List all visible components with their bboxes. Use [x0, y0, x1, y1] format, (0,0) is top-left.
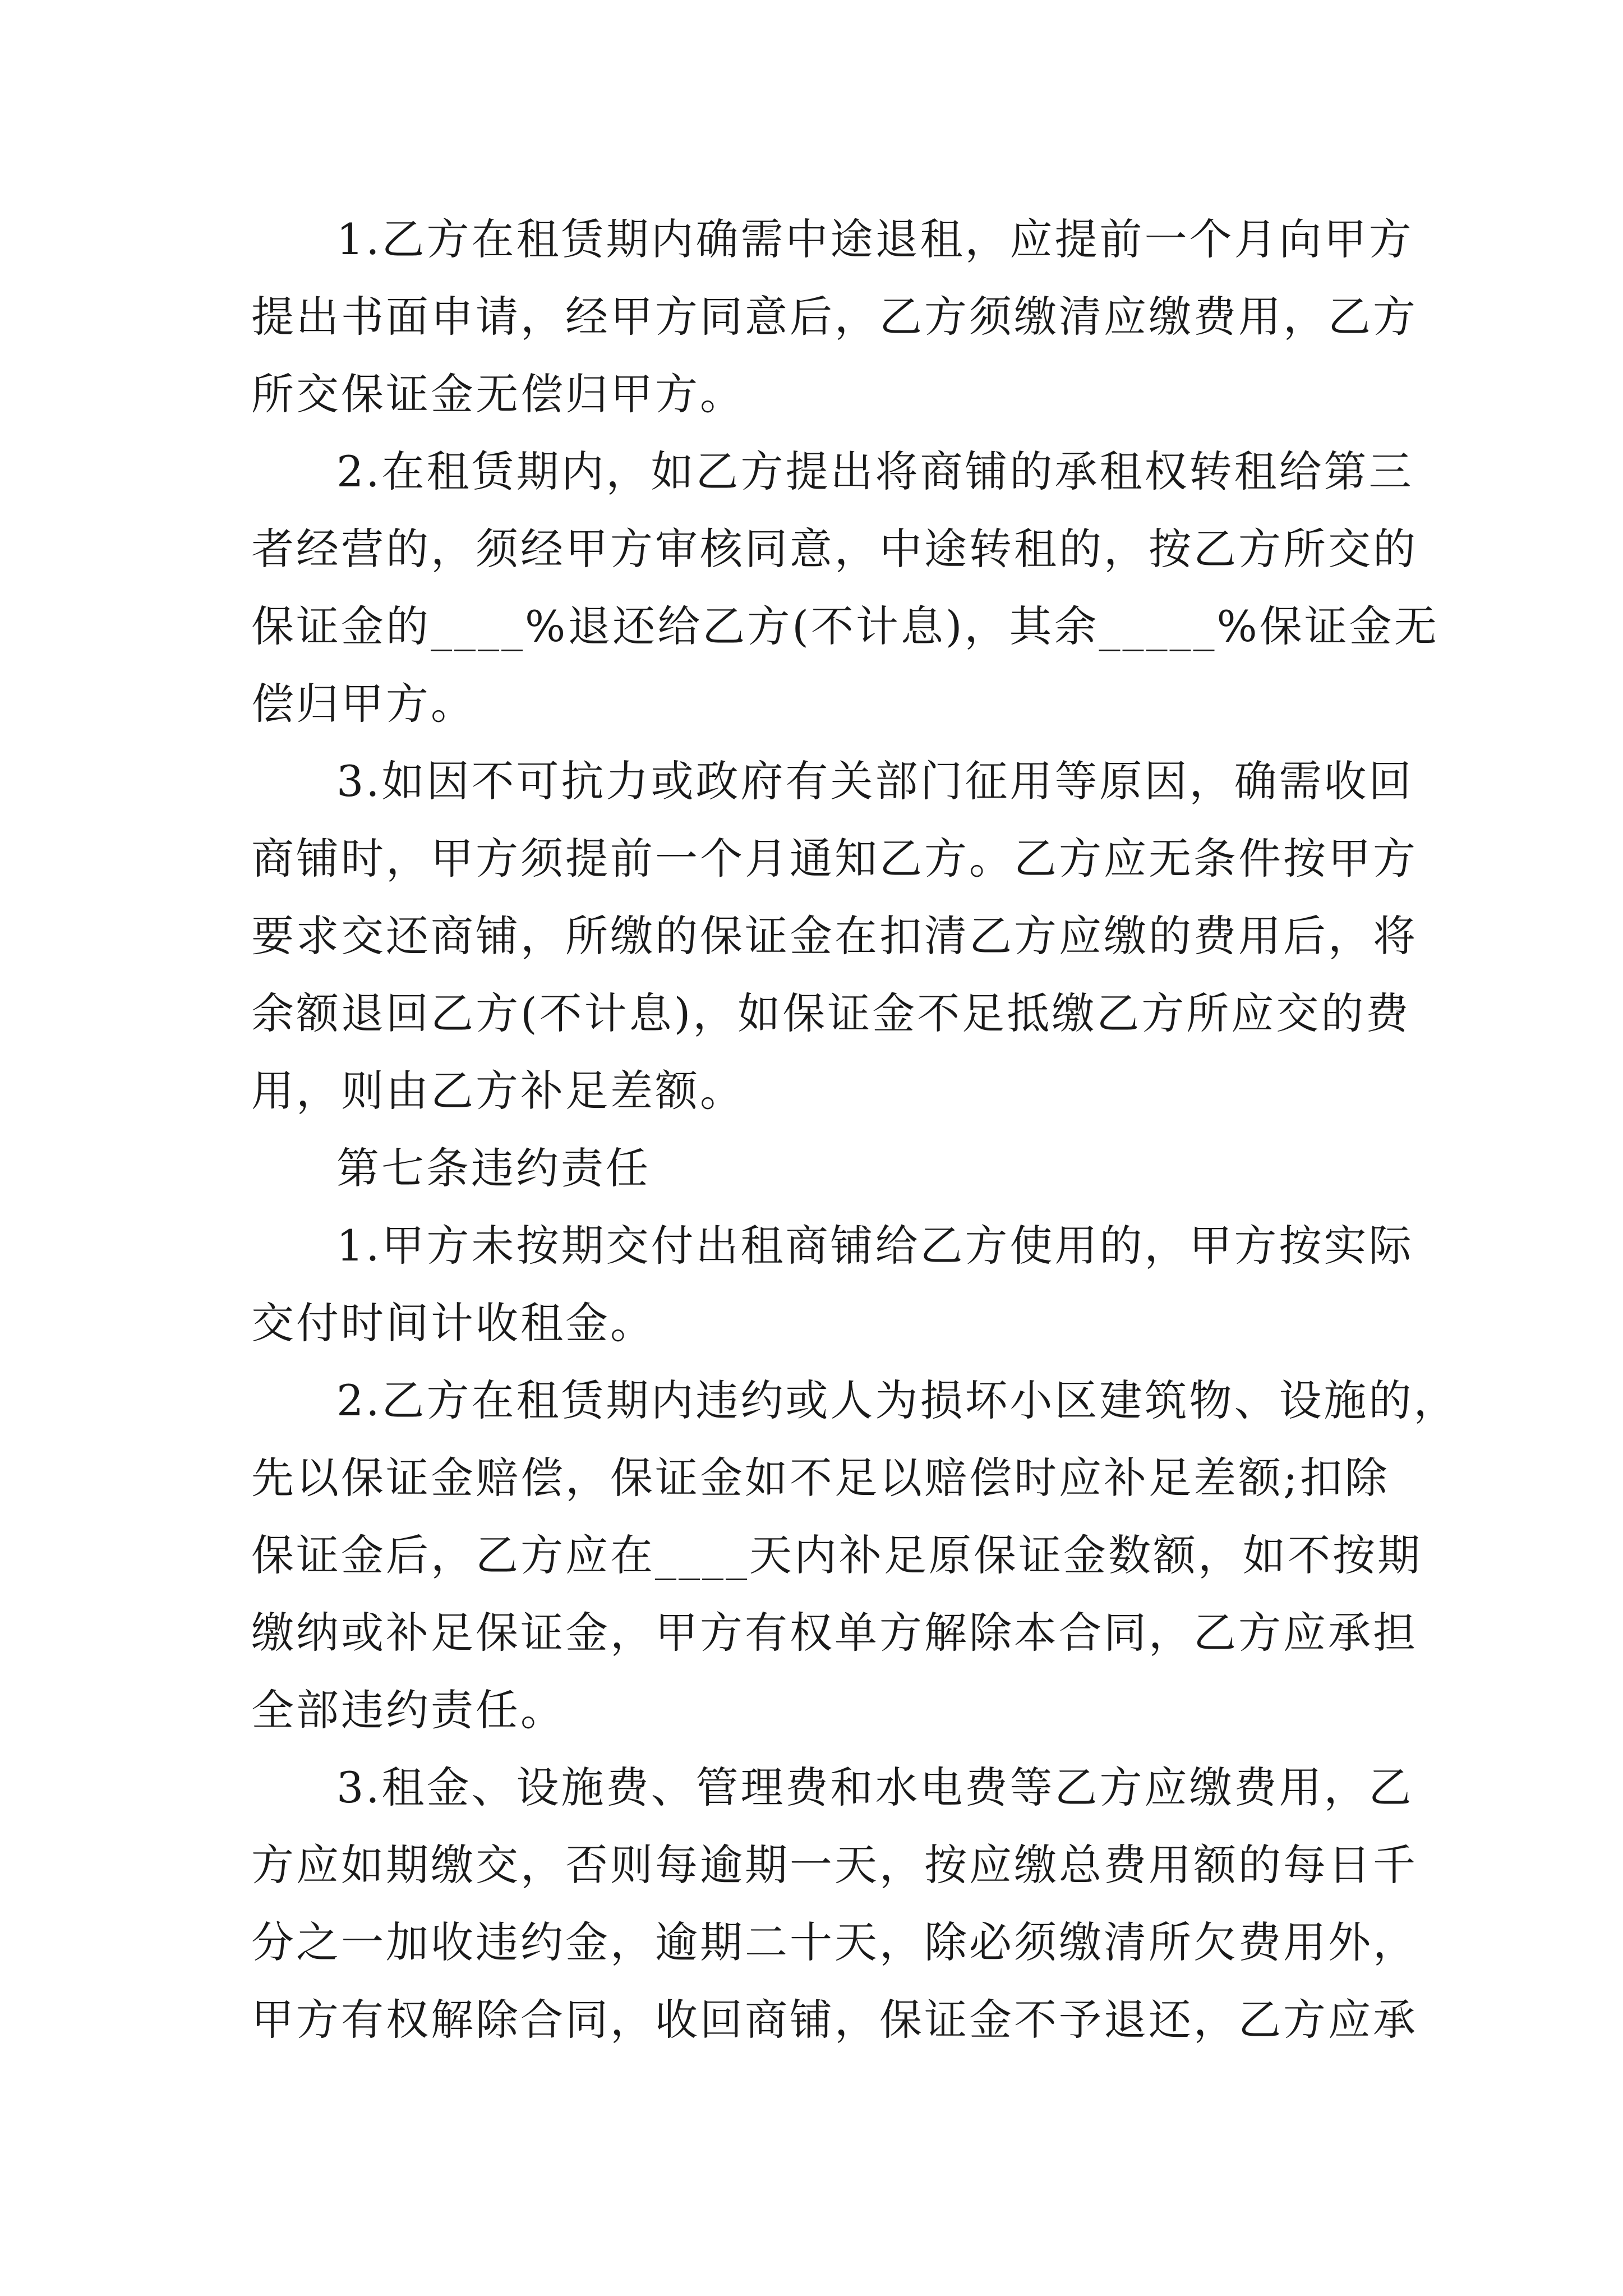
text-line: 3.如因不可抗力或政府有关部门征用等原因，确需收回 — [336, 756, 1414, 806]
text-line: 商铺时，甲方须提前一个月通知乙方。乙方应无条件按甲方 — [251, 834, 1418, 884]
text-line: 余额退回乙方(不计息)，如保证金不足抵缴乙方所应交的费 — [251, 988, 1411, 1038]
text-line: 先以保证金赔偿，保证金如不足以赔偿时应补足差额;扣除 — [251, 1453, 1390, 1503]
text-line: 2.在租赁期内，如乙方提出将商铺的承租权转租给第三 — [336, 447, 1414, 496]
text-line: 1.乙方在租赁期内确需中途退租，应提前一个月向甲方 — [336, 214, 1414, 264]
text-line: 保证金的____%退还给乙方(不计息)，其余_____%保证金无 — [251, 601, 1439, 651]
text-line: 2.乙方在租赁期内违约或人为损坏小区建筑物、设施的， — [336, 1375, 1459, 1425]
text-line: 者经营的，须经甲方审核同意，中途转租的，按乙方所交的 — [251, 524, 1418, 574]
text-line: 要求交还商铺，所缴的保证金在扣清乙方应缴的费用后，将 — [251, 911, 1418, 961]
text-line: 保证金后，乙方应在____天内补足原保证金数额，如不按期 — [251, 1530, 1422, 1580]
section-heading: 第七条违约责任 — [336, 1143, 651, 1193]
text-line: 用，则由乙方补足差额。 — [251, 1066, 745, 1116]
text-line: 全部违约责任。 — [251, 1685, 565, 1735]
text-line: 1.甲方未按期交付出租商铺给乙方使用的，甲方按实际 — [336, 1221, 1414, 1271]
document-body — [251, 201, 1459, 2059]
text-line: 分之一加收违约金，逾期二十天，除必须缴清所欠费用外， — [251, 1917, 1418, 1967]
text-line: 提出书面申请，经甲方同意后，乙方须缴清应缴费用，乙方 — [251, 292, 1418, 342]
text-line: 缴纳或补足保证金，甲方有权单方解除本合同，乙方应承担 — [251, 1608, 1418, 1658]
text-line: 交付时间计收租金。 — [251, 1298, 655, 1348]
text-line: 偿归甲方。 — [251, 679, 476, 729]
text-line: 甲方有权解除合同，收回商铺，保证金不予退还，乙方应承 — [251, 1995, 1418, 2045]
text-line: 方应如期缴交，否则每逾期一天，按应缴总费用额的每日千 — [251, 1840, 1418, 1890]
text-line: 3.租金、设施费、管理费和水电费等乙方应缴费用，乙 — [336, 1763, 1414, 1812]
text-line: 所交保证金无偿归甲方。 — [251, 369, 745, 419]
